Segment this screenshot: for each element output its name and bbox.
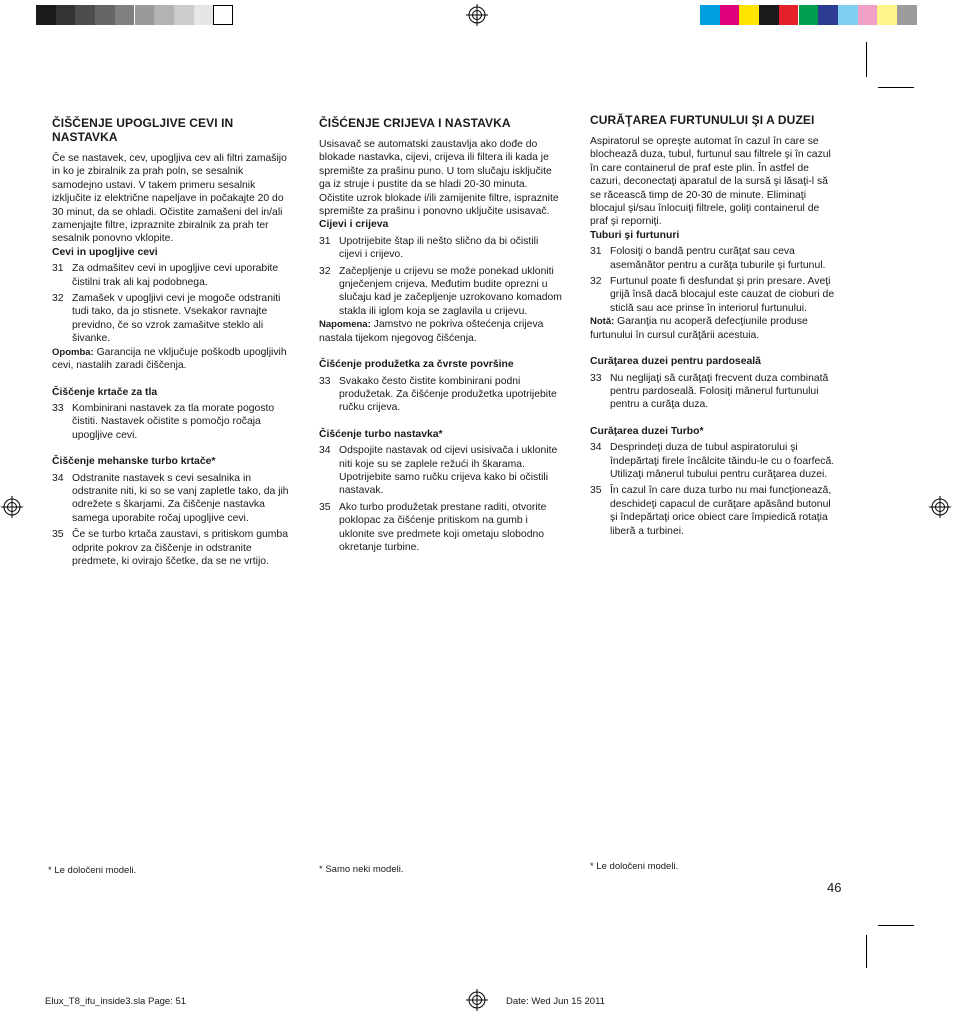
subheading: Čiščenje mehanske turbo krtače* [52, 456, 216, 468]
list-item: 35 Če se turbo krtača zaustavi, s pritiskom gumba odprite pokrov za čiščenje in odstranite predmete, ki ovirajo ščetke, da se ne vrtijo. [52, 529, 288, 567]
color-swatch [779, 5, 799, 25]
subheading: Curăţarea duzei Turbo* [590, 425, 704, 437]
list-item: 33 Kombinirani nastavek za tla morate pogosto čistiti. Nastavek očistite s pomočjo ročaja upogljive cevi. [52, 402, 275, 441]
registration-mark-icon [1, 496, 23, 518]
list-item: 33 Nu neglijaţi să curăţaţi frecvent duza combinată pentru pardoseală. Folosiţi mânerul furtunului pentru a curăţa duza. [590, 372, 829, 411]
list-item: 32 Furtunul poate fi desfundat şi prin presare. Aveţi grijă însă dacă blocajul este cauzat de cioburi de sticlă sau ace prinse în interiorul furtunului. [590, 276, 835, 314]
list-item: 32 Začepljenje u crijevu se može ponekad ukloniti gnječenjem crijeva. Međutim budite oprezni u slučaju kad je začepljenje uzrokovano komadom stakla ili iglom koja se zaglavila u crijevu. [319, 265, 562, 317]
color-swatch [759, 5, 779, 25]
list-item: 35 Ako turbo produžetak prestane raditi, otvorite poklopac za čišćenje pritiskom na gumb i uklonite sve predmete koji ometaju slobodno okretanje turbine. [319, 501, 547, 553]
intro-paragraph: Usisavač se automatski zaustavlja ako dođe do blokade nastavka, cijevi, crijeva ili filtera ili kada je spremište za prašinu puno. U tom slučaju isključite ga iz struje i pustite da se hladi 20-30 minuta. Očistite uzrok blokade i/ili zamijenite filtre, ispraznite spremište za prašinu i ponovno uključite usisavač. [319, 139, 559, 218]
color-swatch [115, 5, 135, 25]
note-paragraph: Opomba: Garancija ne vključuje poškodb upogljivih cevi, nastalih zaradi čiščenja. [52, 346, 287, 372]
color-swatch [897, 5, 917, 25]
list-item: 33 Svakako često čistite kombinirani podni produžetak. Za čišćenje produžetka upotrijebite ručku crijeva. [319, 375, 557, 414]
crop-mark [866, 935, 867, 968]
slug-date: Date: Wed Jun 15 2011 [506, 996, 605, 1007]
color-swatch [154, 5, 174, 25]
footnote: * Le določeni modeli. [590, 861, 679, 872]
color-swatch [739, 5, 759, 25]
column-croatian [319, 116, 564, 554]
note-paragraph: Napomena: Jamstvo ne pokriva oštećenja crijeva nastala tijekom njegovog čišćenja. [319, 319, 544, 344]
footnote: * Samo neki modeli. [319, 864, 404, 875]
subheading: Čišćenje turbo nastavka* [319, 428, 443, 440]
color-swatch [75, 5, 95, 25]
crop-mark [878, 925, 914, 926]
intro-paragraph: Aspiratorul se opreşte automat în cazul în care se blochează duza, tubul, furtunul sau filtrele şi în cazul în care containerul de praf este plin. În astfel de cazuri, deconectaţi aparatul de la sursă şi lăsaţi-l să se răcească timp de 20-30 de minute. Eliminaţi blocajul şi/sau înlocuiţi filtrele, goliţi containerul de praf şi reporniţi. [590, 136, 831, 228]
list-item: 34 Odspojite nastavak od cijevi usisivača i uklonite niti koje su se zaplele režući ih škarama. Upotrijebite samo ručku crijeva kako bi očistili nastavak. [319, 445, 558, 497]
slug-file-info: Elux_T8_ifu_inside3.sla Page: 51 [45, 996, 187, 1007]
section-title: ČIŠĆENJE CRIJEVA I NASTAVKA [319, 116, 511, 130]
list-item: 31 Folosiţi o bandă pentru curăţat sau ceva asemănător pentru a curăţa tuburile şi furtunul. [590, 246, 826, 271]
list-item: 34 Desprindeţi duza de tubul aspiratorului şi îndepărtaţi firele încâlcite tăindu-le cu o foarfecă. Utilizaţi mânerul tubului pentru curăţarea duzei. [590, 442, 835, 480]
color-swatch [36, 5, 56, 25]
crop-mark [878, 87, 914, 88]
footnote: * Le določeni modeli. [48, 865, 137, 876]
color-swatch [95, 5, 115, 25]
subheading: Čiščenje krtače za tla [52, 386, 158, 398]
list-item: 35 În cazul în care duza turbo nu mai funcţionează, deschideţi capacul de curăţare apăsând butonul şi îndepărtaţi orice obiect care împiedică rotaţia liberă a turbinei. [590, 485, 832, 537]
color-swatch [877, 5, 897, 25]
section-title: ČIŠČENJE UPOGLJIVE CEVI IN NASTAVKA [52, 116, 234, 144]
subheading: Cevi in upogljive cevi [52, 246, 158, 258]
section-title: CURĂŢAREA FURTUNULUI ŞI A DUZEI [590, 113, 815, 127]
registration-mark-icon [466, 989, 488, 1011]
crop-mark [866, 42, 867, 77]
list-item: 31 Upotrijebite štap ili nešto slično da bi očistili cijevi i crijevo. [319, 235, 539, 261]
list-item: 34 Odstranite nastavek s cevi sesalnika in odstranite niti, ki so se vanj zapletle tako, da jih odrežete s škarjami. Za čiščenje nastavka samega uporabite ročaj upogljive cevi. [52, 472, 289, 524]
subheading: Cijevi i crijeva [319, 219, 389, 231]
subheading: Curăţarea duzei pentru pardoseală [590, 356, 761, 368]
column-slovenian [52, 116, 295, 568]
note-paragraph: Notă: Garanţia nu acoperă defecţiunile produse furtunului în cursul curăţării acestuia. [590, 316, 808, 341]
color-swatch [818, 5, 838, 25]
color-swatch [213, 5, 233, 25]
subheading: Tuburi şi furtunuri [590, 229, 680, 241]
color-swatch [135, 5, 155, 25]
column-romanian [590, 113, 838, 538]
color-swatch [174, 5, 194, 25]
registration-mark-icon [929, 496, 951, 518]
color-swatch [700, 5, 720, 25]
page-number: 46 [827, 880, 842, 895]
color-swatch [838, 5, 858, 25]
subheading: Čišćenje produžetka za čvrste površine [319, 359, 514, 371]
color-swatch [720, 5, 740, 25]
color-swatch [194, 5, 214, 25]
color-swatch [56, 5, 76, 25]
color-swatch [858, 5, 878, 25]
intro-paragraph: Če se nastavek, cev, upogljiva cev ali filtri zamašijo in ko je zbiralnik za prah poln, se sesalnik samodejno ustavi. V takem primeru sesalnik izključite iz električne napeljave in počakajte 20 do 30 minut, da se ohladi. Očistite zamašeni del in/ali zamenjajte filtre, izpraznite zbiralnik za prah ter sesalnik ponovno vklopite. [52, 153, 287, 245]
color-swatch [799, 5, 819, 25]
list-item: 31 Za odmašitev cevi in upogljive cevi uporabite čistilni trak ali kaj podobnega. [52, 263, 279, 288]
list-item: 32 Zamašek v upogljivi cevi je mogoče odstraniti tudi tako, da jo stisnete. Vsekakor ravnajte previdno, če so vzrok zamašitve steklo ali šivanke. [52, 293, 281, 345]
registration-mark-icon [466, 4, 488, 26]
